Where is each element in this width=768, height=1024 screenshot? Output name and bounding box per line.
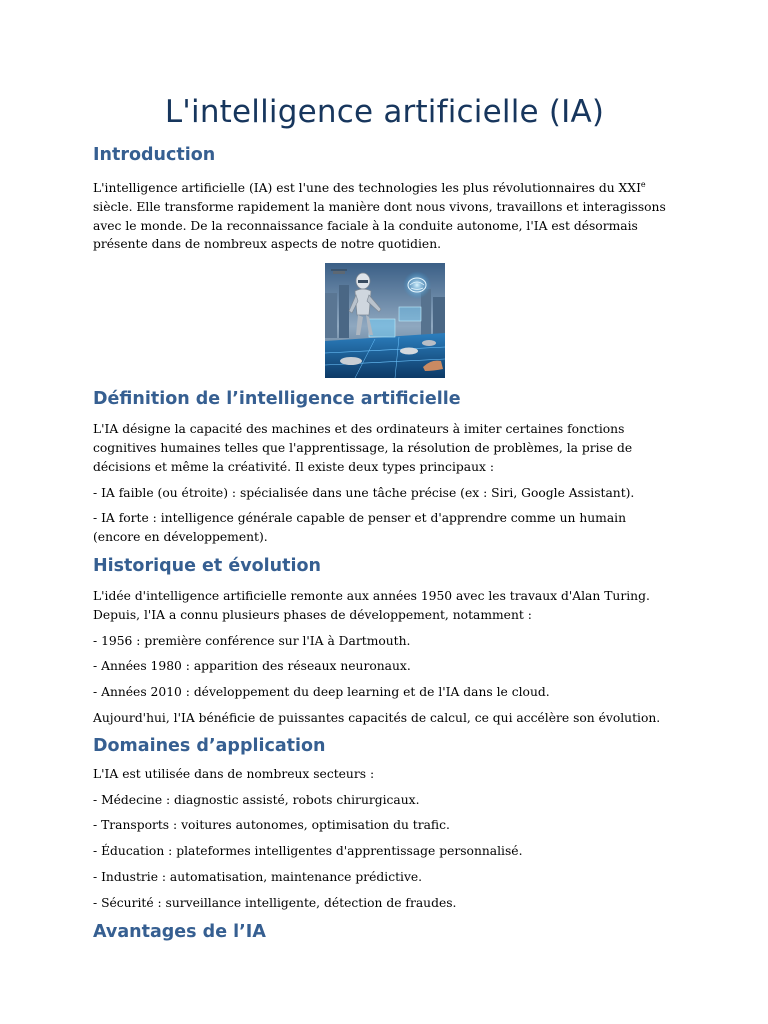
- definition-strong-ai-item: - IA forte : intelligence générale capable de penser et d'apprendre comme un humain (encore en développement).: [93, 511, 627, 545]
- document-title: L'intelligence artificielle (IA): [164, 94, 605, 130]
- introduction-text-part-1: L'intelligence artificielle (IA) est l'une des technologies les plus révolutionnaires du XXI: [93, 181, 641, 196]
- section-heading-history: Historique et évolution: [93, 556, 321, 577]
- history-item-1956: - 1956 : première conférence sur l'IA à Dartmouth.: [93, 633, 411, 648]
- section-heading-applications: Domaines d’application: [93, 735, 326, 756]
- applications-item-security: - Sécurité : surveillance intelligente, détection de fraudes.: [93, 895, 457, 910]
- century-superscript: e: [640, 180, 646, 189]
- section-heading-definition: Définition de l’intelligence artificielle: [93, 389, 461, 410]
- history-item-1980: - Années 1980 : apparition des réseaux neuronaux.: [93, 659, 411, 674]
- applications-intro: L'IA est utilisée dans de nombreux secteurs :: [93, 766, 375, 781]
- section-heading-introduction: Introduction: [93, 145, 216, 165]
- history-paragraph: L'idée d'intelligence artificielle remonte aux années 1950 avec les travaux d'Alan Turing. Depuis, l'IA a connu plusieurs phases de développement, notamment :: [93, 589, 650, 622]
- history-conclusion: Aujourd'hui, l'IA bénéficie de puissantes capacités de calcul, ce qui accélère son évolution.: [93, 711, 661, 726]
- definition-weak-ai-item: - IA faible (ou étroite) : spécialisée dans une tâche précise (ex : Siri, Google Assistant).: [93, 485, 635, 500]
- introduction-paragraph: [93, 176, 676, 254]
- section-heading-advantages: Avantages de l’IA: [93, 921, 266, 942]
- definition-paragraph: L'IA désigne la capacité des machines et des ordinateurs à imiter certaines fonctions cognitives humaines telles que l'apprentissage, la résolution de problèmes, la prise de décisions et même la créativité. Il existe deux types principaux :: [93, 422, 633, 474]
- illustration-figure: [93, 263, 676, 378]
- history-item-2010: - Années 2010 : développement du deep learning et de l'IA dans le cloud.: [93, 685, 550, 700]
- applications-item-industry: - Industrie : automatisation, maintenance prédictive.: [93, 870, 423, 885]
- applications-item-medicine: - Médecine : diagnostic assisté, robots chirurgicaux.: [93, 792, 420, 807]
- introduction-text-part-2: siècle. Elle transforme rapidement la manière dont nous vivons, travaillons et interagissons avec le monde. De la reconnaissance faciale à la conduite autonome, l'IA est désormais présente dans de nombreux aspects de notre quotidien.: [93, 199, 666, 252]
- applications-item-education: - Éducation : plateformes intelligentes d'apprentissage personnalisé.: [93, 844, 523, 859]
- applications-item-transport: - Transports : voitures autonomes, optimisation du trafic.: [93, 818, 450, 833]
- ai-robot-illustration: [325, 263, 445, 378]
